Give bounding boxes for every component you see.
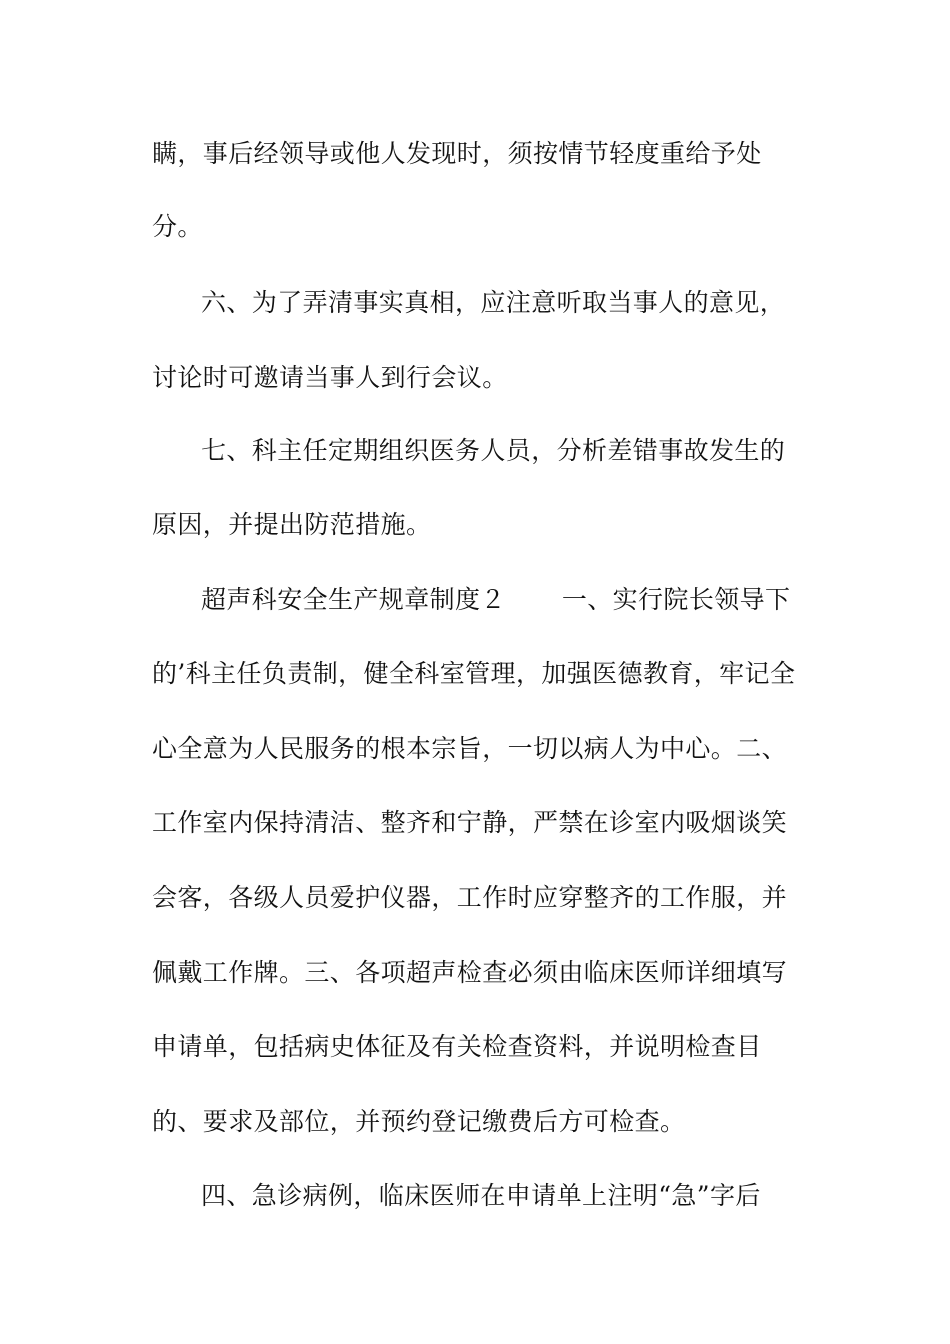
text-line: 申请单，包括病史体征及有关检查资料，并说明检查目 bbox=[152, 1032, 762, 1061]
text-line: 四、急诊病例，临床医师在申请单上注明“急”字后 bbox=[201, 1181, 761, 1210]
section-title: 超声科安全生产规章制度２ bbox=[201, 585, 506, 614]
text-line: 原因，并提出防范措施。 bbox=[152, 510, 432, 539]
text-line: 的、要求及部位，并预约登记缴费后方可检查。 bbox=[152, 1107, 686, 1136]
text-line: 讨论时可邀请当事人到行会议。 bbox=[152, 363, 508, 392]
text-line: 七、科主任定期组织医务人员，分析差错事故发生的 bbox=[201, 436, 786, 465]
text-line: 工作室内保持清洁、整齐和宁静，严禁在诊室内吸烟谈笑 bbox=[152, 808, 788, 837]
text-line: 的’科主任负责制，健全科室管理，加强医德教育，牢记全 bbox=[152, 659, 796, 688]
text-line: 瞒，事后经领导或他人发现时，须按情节轻度重给予处 bbox=[152, 139, 762, 168]
text-segment: 一、实行院长领导下 bbox=[561, 585, 791, 614]
text-line: 分。 bbox=[152, 212, 203, 241]
text-line: 会客，各级人员爱护仪器，工作时应穿整齐的工作服，并 bbox=[152, 883, 788, 912]
text-line: 六、为了弄清事实真相，应注意听取当事人的意见， bbox=[201, 288, 786, 317]
text-line: 佩戴工作牌。三、各项超声检查必须由临床医师详细填写 bbox=[152, 958, 788, 987]
text-line-composite bbox=[201, 585, 790, 615]
text-line: 心全意为人民服务的根本宗旨，一切以病人为中心。二、 bbox=[152, 734, 788, 763]
